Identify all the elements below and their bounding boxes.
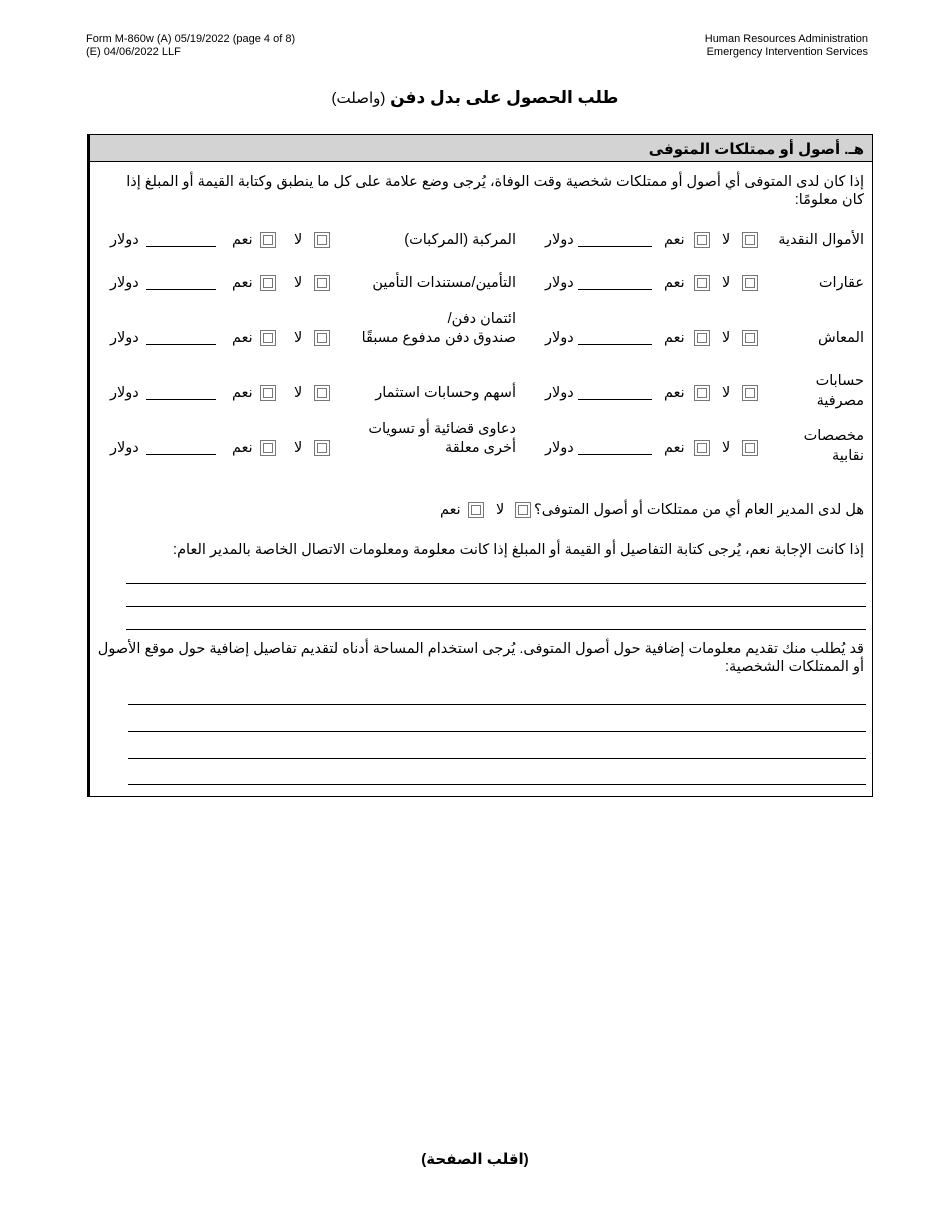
asset-right-dollar-label: دولار bbox=[545, 275, 574, 291]
assets-intro: إذا كان لدى المتوفى أي أصول أو ممتلكات شخصية وقت الوفاة، يُرجى وضع علامة على كل ما ينطبق وكتابة القيمة أو المبلغ إذا كان معلومًا: bbox=[126, 174, 864, 208]
agency-info bbox=[705, 33, 868, 59]
additional-line-4[interactable] bbox=[128, 784, 866, 785]
pa-no-checkbox[interactable] bbox=[515, 502, 531, 518]
assets-section bbox=[87, 134, 873, 797]
asset-left-amount-field[interactable] bbox=[146, 454, 216, 455]
asset-right-amount-field[interactable] bbox=[578, 246, 652, 247]
asset-label-right: الأموال النقدية bbox=[778, 232, 864, 248]
asset-right-no-label: لا bbox=[722, 440, 731, 456]
asset-label-left: أسهم وحسابات استثمار bbox=[375, 385, 516, 401]
additional-info-prompt: قد يُطلب منك تقديم معلومات إضافية حول أصول المتوفى. يُرجى استخدام المساحة أدناه لتقديم تفاصيل إضافية حول موقع الأصول أو الممتلكات الشخصية: bbox=[97, 641, 864, 675]
asset-left-dollar-label: دولار bbox=[110, 385, 139, 401]
asset-label-left: أخرى معلقة bbox=[444, 440, 516, 456]
asset-left-yes-checkbox[interactable] bbox=[260, 440, 276, 456]
asset-left-no-label: لا bbox=[294, 275, 303, 291]
pa-details-line-2[interactable] bbox=[126, 606, 866, 607]
asset-right-yes-checkbox[interactable] bbox=[694, 330, 710, 346]
asset-right-no-label: لا bbox=[722, 232, 731, 248]
pa-no-label: لا bbox=[496, 502, 505, 518]
asset-right-no-checkbox[interactable] bbox=[742, 275, 758, 291]
asset-left-yes-checkbox[interactable] bbox=[260, 232, 276, 248]
asset-left-yes-checkbox[interactable] bbox=[260, 385, 276, 401]
asset-left-no-checkbox[interactable] bbox=[314, 232, 330, 248]
asset-left-no-checkbox[interactable] bbox=[314, 440, 330, 456]
asset-left-dollar-label: دولار bbox=[110, 232, 139, 248]
asset-right-yes-label: نعم bbox=[664, 330, 685, 346]
asset-left-no-label: لا bbox=[294, 330, 303, 346]
asset-left-amount-field[interactable] bbox=[146, 344, 216, 345]
asset-label-right: المعاش bbox=[818, 330, 864, 346]
asset-left-amount-field[interactable] bbox=[146, 399, 216, 400]
form-revision: (E) 04/06/2022 LLF bbox=[86, 46, 181, 58]
asset-left-no-checkbox[interactable] bbox=[314, 330, 330, 346]
asset-right-yes-checkbox[interactable] bbox=[694, 385, 710, 401]
section-heading: هـ. أصول أو ممتلكات المتوفى bbox=[90, 135, 872, 162]
asset-label-right: مصرفية bbox=[816, 393, 864, 409]
asset-left-yes-label: نعم bbox=[232, 232, 253, 248]
pa-yes-label: نعم bbox=[440, 502, 461, 518]
asset-right-no-checkbox[interactable] bbox=[742, 385, 758, 401]
asset-right-amount-field[interactable] bbox=[578, 289, 652, 290]
asset-label-left: دعاوى قضائية أو تسويات bbox=[368, 421, 516, 437]
asset-right-no-label: لا bbox=[722, 385, 731, 401]
asset-right-no-label: لا bbox=[722, 330, 731, 346]
pa-question: هل لدى المدير العام أي من ممتلكات أو أصول المتوفى؟ bbox=[534, 502, 864, 518]
asset-label-right: مخصصات bbox=[803, 428, 864, 444]
asset-right-amount-field[interactable] bbox=[578, 399, 652, 400]
asset-right-yes-checkbox[interactable] bbox=[694, 232, 710, 248]
asset-left-amount-field[interactable] bbox=[146, 246, 216, 247]
asset-right-yes-label: نعم bbox=[664, 232, 685, 248]
additional-line-1[interactable] bbox=[128, 704, 866, 705]
asset-right-yes-label: نعم bbox=[664, 385, 685, 401]
asset-label-right: حسابات bbox=[815, 373, 864, 389]
asset-right-dollar-label: دولار bbox=[545, 385, 574, 401]
asset-left-yes-checkbox[interactable] bbox=[260, 330, 276, 346]
turn-page-note: (اقلب الصفحة) bbox=[421, 1151, 529, 1168]
asset-left-yes-label: نعم bbox=[232, 275, 253, 291]
additional-line-3[interactable] bbox=[128, 758, 866, 759]
additional-line-2[interactable] bbox=[128, 731, 866, 732]
asset-left-amount-field[interactable] bbox=[146, 289, 216, 290]
asset-left-yes-label: نعم bbox=[232, 330, 253, 346]
asset-right-no-checkbox[interactable] bbox=[742, 232, 758, 248]
asset-left-dollar-label: دولار bbox=[110, 440, 139, 456]
asset-label-right: نقابية bbox=[832, 448, 864, 464]
pa-details-line-1[interactable] bbox=[126, 583, 866, 584]
asset-right-no-checkbox[interactable] bbox=[742, 330, 758, 346]
form-number: Form M-860w (A) 05/19/2022 (page 4 of 8) bbox=[86, 33, 296, 45]
form-id bbox=[86, 33, 295, 59]
asset-right-yes-checkbox[interactable] bbox=[694, 275, 710, 291]
asset-label-left: التأمين/مستندات التأمين bbox=[372, 275, 516, 291]
agency-division: Emergency Intervention Services bbox=[706, 46, 868, 58]
asset-right-dollar-label: دولار bbox=[545, 440, 574, 456]
asset-left-dollar-label: دولار bbox=[110, 275, 139, 291]
asset-right-amount-field[interactable] bbox=[578, 454, 652, 455]
asset-label-left: ائتمان دفن/ bbox=[447, 311, 516, 327]
asset-left-yes-checkbox[interactable] bbox=[260, 275, 276, 291]
agency-name: Human Resources Administration bbox=[704, 33, 868, 45]
asset-left-dollar-label: دولار bbox=[110, 330, 139, 346]
asset-right-no-label: لا bbox=[722, 275, 731, 291]
asset-right-dollar-label: دولار bbox=[545, 330, 574, 346]
asset-left-yes-label: نعم bbox=[232, 385, 253, 401]
asset-right-yes-checkbox[interactable] bbox=[694, 440, 710, 456]
asset-right-yes-label: نعم bbox=[664, 440, 685, 456]
asset-right-amount-field[interactable] bbox=[578, 344, 652, 345]
asset-label-left: صندوق دفن مدفوع مسبقًا bbox=[361, 330, 516, 346]
title-main: طلب الحصول على بدل دفن bbox=[390, 88, 619, 107]
asset-right-dollar-label: دولار bbox=[545, 232, 574, 248]
asset-left-no-checkbox[interactable] bbox=[314, 385, 330, 401]
page-title bbox=[0, 88, 950, 108]
pa-yes-checkbox[interactable] bbox=[468, 502, 484, 518]
title-continued: (واصلت) bbox=[331, 90, 386, 107]
asset-left-no-label: لا bbox=[294, 232, 303, 248]
asset-right-yes-label: نعم bbox=[664, 275, 685, 291]
pa-details-prompt: إذا كانت الإجابة نعم، يُرجى كتابة التفاصيل أو القيمة أو المبلغ إذا كانت معلومة ومعلومات الاتصال الخاصة بالمدير العام: bbox=[173, 542, 864, 558]
asset-label-left: المركبة (المركبات) bbox=[404, 232, 516, 248]
asset-left-no-checkbox[interactable] bbox=[314, 275, 330, 291]
asset-label-right: عقارات bbox=[818, 275, 864, 291]
asset-left-yes-label: نعم bbox=[232, 440, 253, 456]
pa-details-line-3[interactable] bbox=[126, 629, 866, 630]
asset-left-no-label: لا bbox=[294, 440, 303, 456]
asset-right-no-checkbox[interactable] bbox=[742, 440, 758, 456]
asset-left-no-label: لا bbox=[294, 385, 303, 401]
